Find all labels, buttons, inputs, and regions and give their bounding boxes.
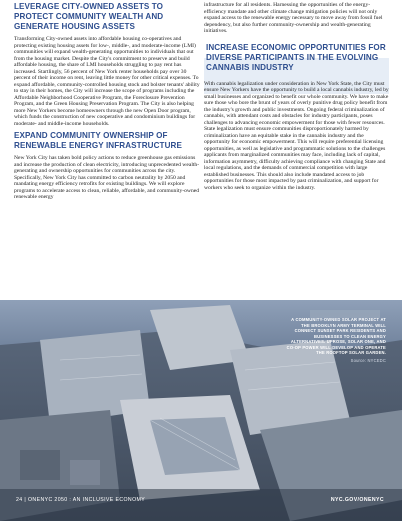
photo-caption <box>286 317 386 363</box>
footer-page-label: 24 | ONENYC 2050 : AN INCLUSIVE ECONOMY <box>16 497 146 503</box>
right-column <box>204 2 389 195</box>
paragraph-cannabis-industry: With cannabis legalization under consideration in New York State, the City must ensure New Yorkers have the opportunity to build a local cannabis industry, led by small businesses and organized to benefit our whole community. We have to make sure those who bore the brunt of years of overly punitive drug policy benefit from the industry's growth and public investments. Ongoing federal criminalization of cannabis, with attendant costs and obstacles for industry participants, poses challenges to advancing economic empowerment for those with fewer resources. State legalization must ensure communities disproportionately harmed by criminalization have an equitable stake in the cannabis industry and the opportunity for economic empowerment. This will require preferential licensing opportunities, as well as legislative and programmatic solutions to the challenges applicants from marginalized communities may face, including lack of capital, information asymmetry, difficulty achieving compliance with changing State and local regulations, and the demands of commercial competition with large established businesses. This should also include mandated access to job opportunities for those most impacted by past criminalization, and support for workers who seek to organize within the industry. <box>204 80 389 191</box>
footer-website-link[interactable]: NYC.GOV/ONENYC <box>330 497 384 503</box>
photo-caption-text: A COMMUNITY-OWNED SOLAR PROJECT AT THE BROOKLYN ARMY TERMINAL WILL CONNECT SUNSET PARK RESIDENTS AND BUSINESSES TO CLEAN ENERGY ALTERNATIVES. UPROSE, SOLAR ONE, AND CO-OP POWER WILL DEVELOP AND OPERATE THE ROOFTOP SOLAR GARDEN. <box>286 317 386 355</box>
heading-city-owned-assets: LEVERAGE CITY-OWNED ASSETS TO PROTECT COMMUNITY WEALTH AND GENERATE HOUSING ASSETS <box>14 2 164 31</box>
heading-renewable-energy: EXPAND COMMUNITY OWNERSHIP OF RENEWABLE ENERGY INFRASTRUCTURE <box>14 131 182 150</box>
paragraph-city-owned-assets: Transforming City-owned assets into affordable housing co-operatives and protecting existing housing assets for low-, middle-, and moderate-income (LMI) communities will expand wealth-generating opportunities to individuals that out from the housing market. Despite the City's commitment to preserve and build affordable housing, the share of LMI households struggling to pay rent has increased. Startlingly, 56 percent of New York renter households pay over 30 percent of their income on rent, leaving little money for other critical expenses. To expand affordable, community-controlled housing stock and bolster tenants' ability to stay in their homes, the City will increase the scope of programs including the Affordable Neighborhood Cooperative Program, the Foreclosure Prevention Program, and the Green Housing Preservation Program. The City is also helping more New Yorkers become homeowners through the new Open Door program, which funds the construction of new cooperative and condominium buildings for moderate- and middle-income households. <box>14 36 200 127</box>
paragraph-renewable-energy-continued: infrastructure for all residents. Harnessing the opportunities of the energy-efficiency mandate and other climate change mitigation policies will not only expand access to the renewable energy necessary to move away from fossil fuel dependency, but also further community-ownership and wealth-generating initiatives. <box>204 2 383 34</box>
photo-credit: Source: NYCEDC <box>350 357 386 363</box>
heading-cannabis-industry: INCREASE ECONOMIC OPPORTUNITIES FOR DIVERSE PARTICIPANTS IN THE EVOLVING CANNABIS INDUSTRY <box>206 42 386 72</box>
left-column <box>14 2 202 205</box>
page-footer <box>0 494 402 506</box>
paragraph-renewable-energy: New York City has taken bold policy actions to reduce greenhouse gas emissions and increase the production of clean electricity, introducing unprecedented wealth-generating and ownership opportunities for communities across the city. Specifically, New York City has committed to carbon neutrality by 2050 and mandating energy efficiency retrofits for existing buildings. We will explore programs to accelerate access to clean, reliable, affordable, and community-owned renewable energy <box>14 155 200 200</box>
